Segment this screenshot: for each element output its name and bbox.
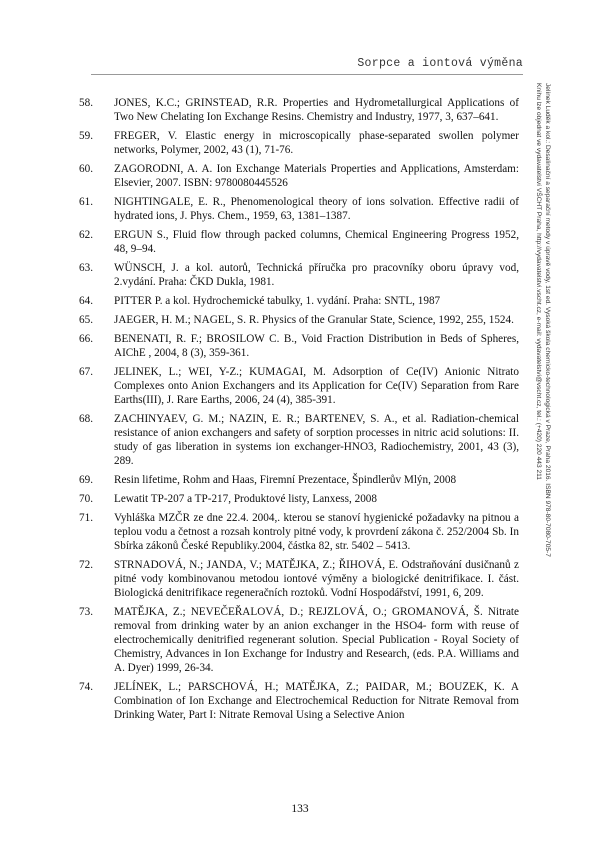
reference-item (79, 332, 519, 360)
reference-number: 62. (79, 229, 93, 241)
reference-item (79, 680, 519, 722)
reference-number: 64. (79, 295, 93, 307)
reference-number: 67. (79, 366, 93, 378)
reference-text: JELINEK, L.; WEI, Y-Z.; KUMAGAI, M. Adsorption of Ce(IV) Anionic Nitrato Complexes onto Anion Exchangers and its Application for Ce(IV) Separation from Rare Earths(III), J. Rare Earths, 2006, 24 (4), 385-391. (114, 366, 519, 406)
reference-text: PITTER P. a kol. Hydrochemické tabulky, 1. vydání. Praha: SNTL, 1987 (114, 295, 441, 307)
reference-item (79, 492, 519, 506)
reference-number: 60. (79, 163, 93, 175)
reference-text: FREGER, V. Elastic energy in microscopically phase-separated swollen polymer networks, Polymer, 2002, 43 (1), 71-76. (114, 130, 519, 156)
side-note-line-2: Knihu lze objednat ve vydavatelství VŠCHT Praha, http://vydavatelstvi.vscht.cz, e-mail: vydavatelstvi@vscht.cz, tel.: (+420) 220 443 211 (535, 83, 542, 480)
reference-item (79, 96, 519, 124)
reference-item (79, 511, 519, 553)
reference-item (79, 261, 519, 289)
reference-item (79, 313, 519, 327)
page-number: 133 (291, 803, 309, 815)
reference-item (79, 162, 519, 190)
reference-list (79, 96, 519, 727)
side-note-line-1: Jelínek Luděk a kol.: Desalinační a separační metody v úpravě vody, 1st ed. Vysoká škola chemicko-technologická v Praze, Praha 2016. ISBN 978-80-7080-705-7 (544, 83, 551, 557)
reference-number: 69. (79, 474, 93, 486)
reference-number: 61. (79, 196, 93, 208)
reference-number: 68. (79, 413, 93, 425)
reference-item (79, 294, 519, 308)
running-header: Sorpce a iontová výměna (357, 57, 523, 70)
reference-text: STRNADOVÁ, N.; JANDA, V.; MATĚJKA, Z.; ŘIHOVÁ, E. Odstraňování dusičnanů z pitné vody kombinovanou metodou iontové výměny a biologické denitrifikace. I. část. Biologická denitrifikace regeneračních roztoků. Vodní Hospodářství, 1991, 6, 209. (114, 559, 519, 599)
reference-item (79, 473, 519, 487)
reference-number: 59. (79, 130, 93, 142)
reference-text: Vyhláška MZČR ze dne 22.4. 2004,. kterou se stanoví hygienické požadavky na pitnou a teplou vodu a četnost a rozsah kontroly pitné vody, k provrdení zákona č. 252/2004 Sb. In Sbírka zákonů České Republiky.2004, částka 82, str. 5402 – 5413. (114, 512, 519, 552)
reference-text: NIGHTINGALE, E. R., Phenomenological theory of ions solvation. Effective radii of hydrated ions, J. Phys. Chem., 1959, 63, 1381–1387. (114, 196, 519, 222)
header-rule (91, 74, 523, 75)
reference-number: 74. (79, 681, 93, 693)
reference-text: Resin lifetime, Rohm and Haas, Firemní Prezentace, Špindlerův Mlýn, 2008 (114, 474, 457, 486)
reference-number: 65. (79, 314, 93, 326)
reference-item (79, 605, 519, 675)
reference-item (79, 228, 519, 256)
reference-text: Lewatit TP-207 a TP-217, Produktové listy, Lanxess, 2008 (114, 493, 377, 505)
reference-text: MATĚJKA, Z.; NEVEČEŘALOVÁ, D.; REJZLOVÁ, O.; GROMANOVÁ, Š. Nitrate removal from drinking water by an anion exchanger in the HSO4- form with reuse of electrochemically denitrified regenerant solution. Special Publication - Royal Society of Chemistry, Advances in Ion Exchange for Industry and Research, (eds. P.A. Williams and A. Dyer) 1999, 26-34. (114, 606, 519, 674)
reference-text: ERGUN S., Fluid flow through packed columns, Chemical Engineering Progress 1952, 48, 9–94. (114, 229, 519, 255)
side-note (534, 83, 552, 773)
reference-number: 58. (79, 97, 93, 109)
reference-item (79, 558, 519, 600)
reference-number: 66. (79, 333, 93, 345)
reference-item (79, 412, 519, 468)
reference-text: JONES, K.C.; GRINSTEAD, R.R. Properties and Hydrometallurgical Applications of Two New Chelating Ion Exchange Resins. Chemistry and Industry, 1977, 3, 637–641. (114, 97, 519, 123)
reference-number: 72. (79, 559, 93, 571)
reference-item (79, 365, 519, 407)
reference-text: JAEGER, H. M.; NAGEL, S. R. Physics of the Granular State, Science, 1992, 255, 1524. (114, 314, 514, 326)
reference-text: BENENATI, R. F.; BROSILOW C. B., Void Fraction Distribution in Beds of Spheres, AIChE , 2004, 8 (3), 359-361. (114, 333, 519, 359)
reference-text: ZAGORODNI, A. A. Ion Exchange Materials Properties and Applications, Amsterdam: Elsevier, 2007. ISBN: 9780080445526 (114, 163, 519, 189)
reference-item (79, 195, 519, 223)
reference-number: 73. (79, 606, 93, 618)
reference-text: ZACHINYAEV, G. M.; NAZIN, E. R.; BARTENEV, S. A., et al. Radiation-chemical resistance of anion exchangers and safety of sorption processes in nitric acid solutions: II. study of gas liberation in systems ion exchanger-HNO3, Radiochemistry, 2001, 43 (3), 289. (114, 413, 519, 467)
reference-text: WÜNSCH, J. a kol. autorů, Technická příručka pro pracovníky oboru úpravy vod, 2.vydání. Praha: ČKD Dukla, 1981. (114, 262, 519, 288)
reference-text: JELÍNEK, L.; PARSCHOVÁ, H.; MATĚJKA, Z.; PAIDAR, M.; BOUZEK, K. A Combination of Ion Exchange and Electrochemical Reduction for Nitrate Removal from Drinking Water, Part I: Nitrate Removal Using a Selective Anion (114, 681, 519, 721)
reference-number: 71. (79, 512, 93, 524)
reference-item (79, 129, 519, 157)
reference-number: 70. (79, 493, 93, 505)
reference-number: 63. (79, 262, 93, 274)
